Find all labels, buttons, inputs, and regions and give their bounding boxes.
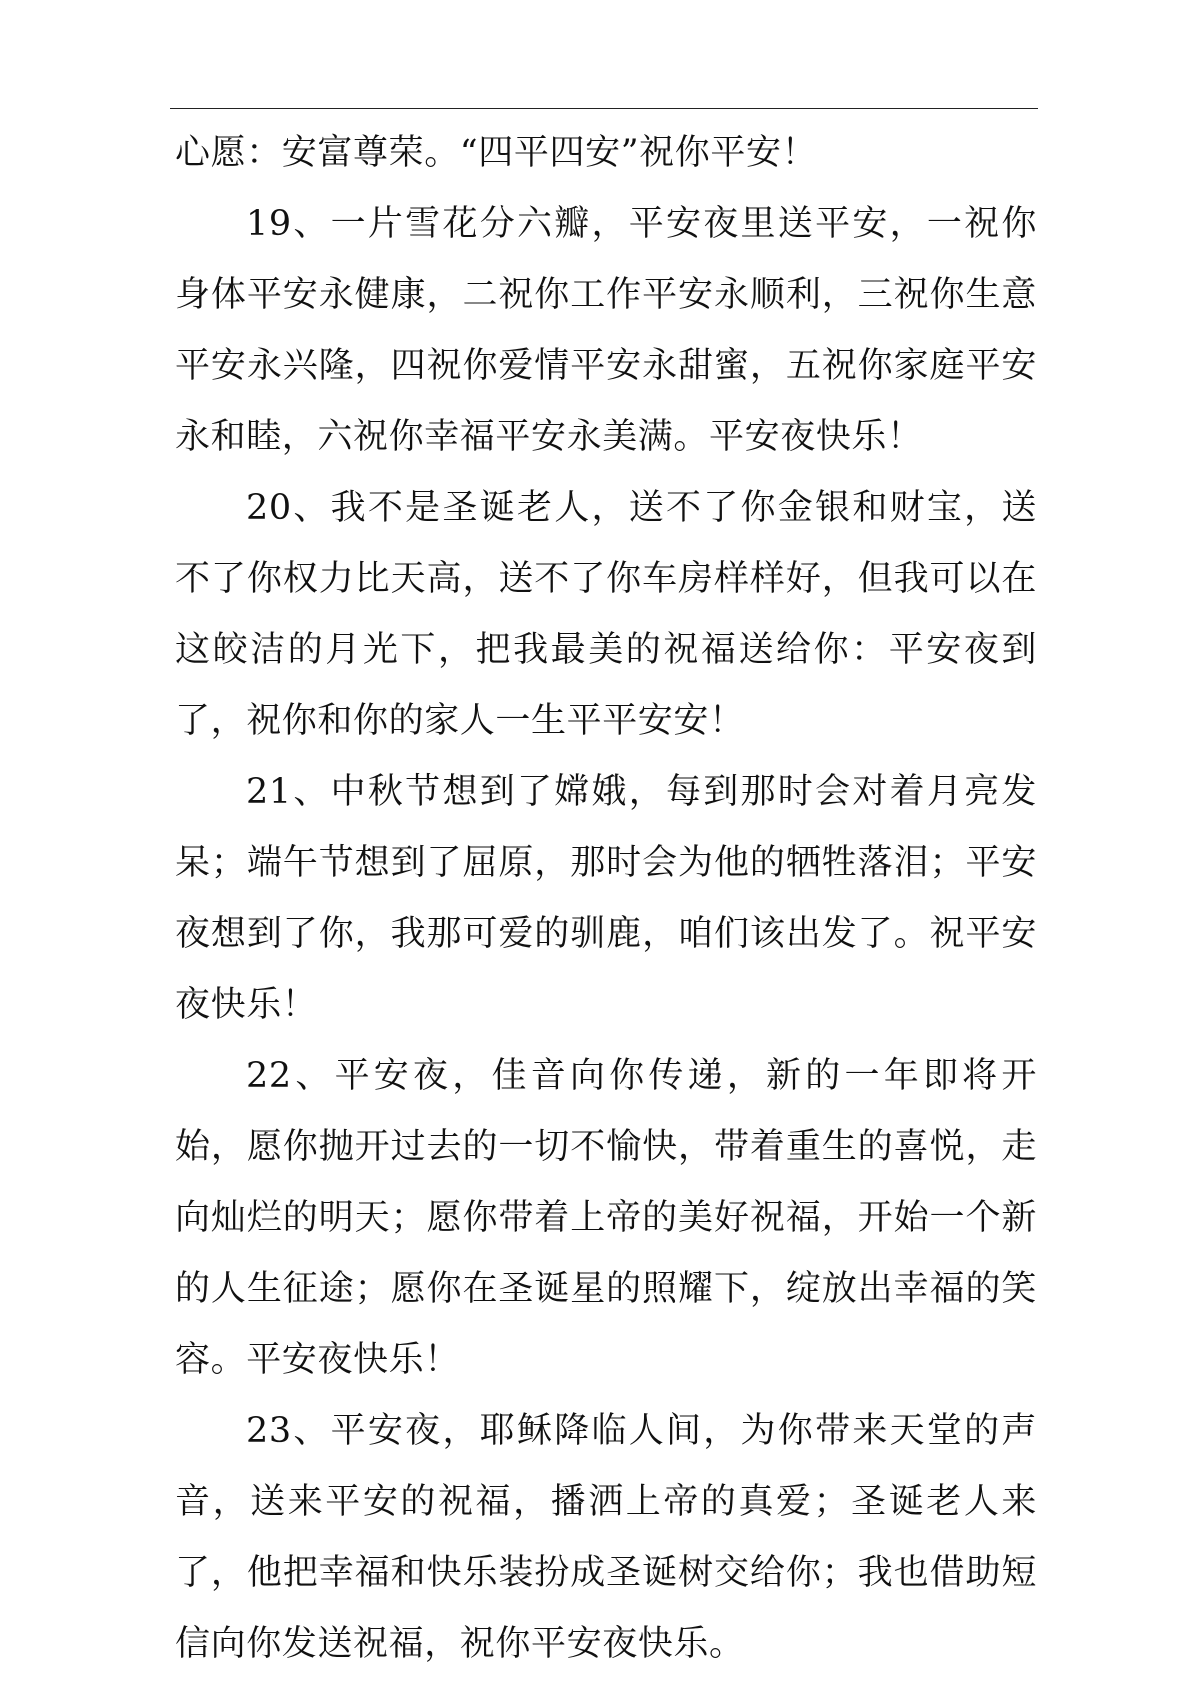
paragraph-19: 19、一片雪花分六瓣，平安夜里送平安，一祝你身体平安永健康，二祝你工作平安永顺利，三祝你生意平安永兴隆，四祝你爱情平安永甜蜜，五祝你家庭平安永和睦，六祝你幸福平安永美满。平安夜快乐！ [175,204,1037,457]
paragraph-23: 23、平安夜，耶稣降临人间，为你带来天堂的声音，送来平安的祝福，播洒上帝的真爱；圣诞老人来了，他把幸福和快乐装扮成圣诞树交给你；我也借助短信向你发送祝福，祝你平安夜快乐。 [175,1411,1037,1664]
paragraph-20: 20、我不是圣诞老人，送不了你金银和财宝，送不了你权力比天高，送不了你车房样样好，但我可以在这皎洁的月光下，把我最美的祝福送给你：平安夜到了，祝你和你的家人一生平平安安！ [175,488,1037,741]
paragraph-21: 21、中秋节想到了嫦娥，每到那时会对着月亮发呆；端午节想到了屈原，那时会为他的牺牲落泪；平安夜想到了你，我那可爱的驯鹿，咱们该出发了。祝平安夜快乐！ [175,772,1037,1025]
paragraph-22: 22、平安夜，佳音向你传递，新的一年即将开始，愿你抛开过去的一切不愉快，带着重生的喜悦，走向灿烂的明天；愿你带着上帝的美好祝福，开始一个新的人生征途；愿你在圣诞星的照耀下，绽放出幸福的笑容。平安夜快乐！ [175,1056,1037,1380]
document-body [175,118,1037,1680]
header-rule [170,108,1038,109]
paragraph-continuation: 心愿：安富尊荣。“四平四安”祝你平安！ [175,133,818,173]
